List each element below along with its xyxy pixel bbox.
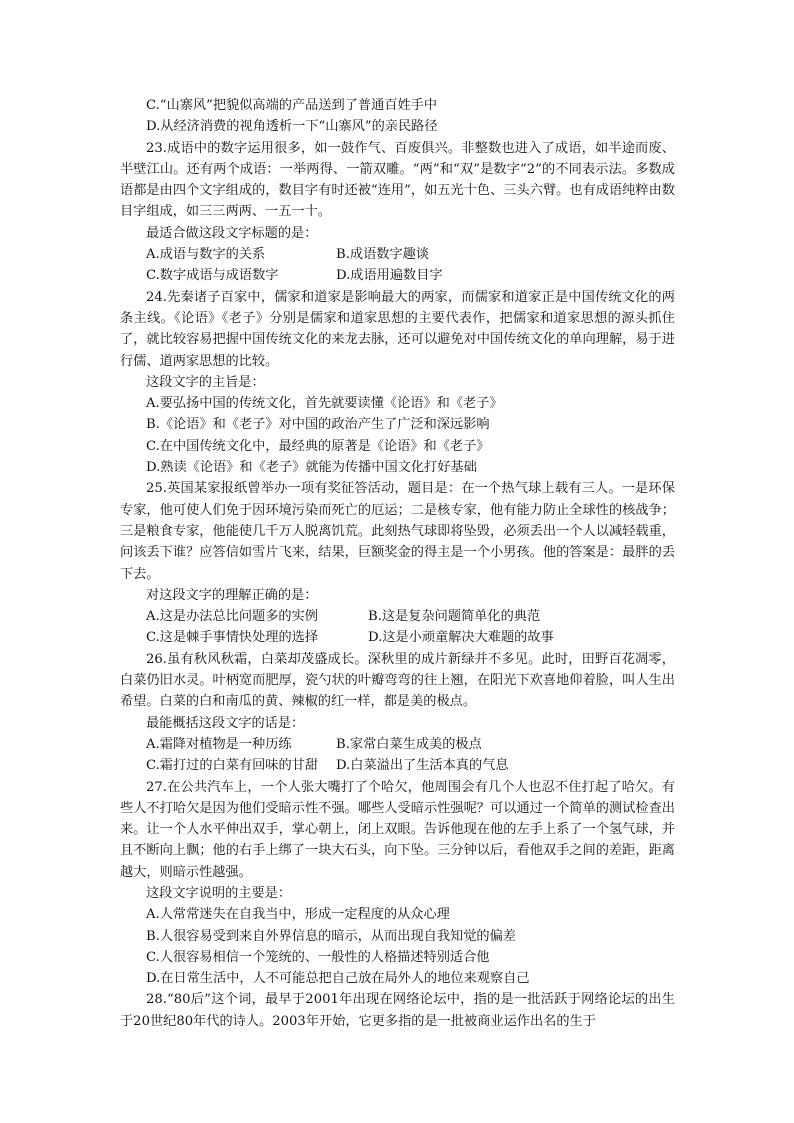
q25-question: 对这段文字的理解正确的是： [146,587,318,603]
q25-option-a: A.这是办法总比问题多的实例 [146,609,318,625]
q26-option-d: D.白菜溢出了生活本真的气息 [336,758,509,774]
q25-option-d: D.这是小顽童解决大难题的故事 [368,630,554,646]
q27-option-b: B.人很容易受到来自外界信息的暗示，从而出现自我知觉的偏差 [146,928,516,944]
q24-question: 这段文字的主旨是： [146,374,265,390]
q26-options-row-1 [120,734,675,755]
q23-option-c: C.数字成语与成语数字 [146,268,279,284]
q27-option-d: D.在日常生活中，人不可能总把自己放在局外人的地位来观察自己 [146,971,530,987]
q24-passage: 24.先秦诸子百家中，儒家和道家是影响最大的两家，而儒家和道家正是中国传统文化的两条主线。《论语》《老子》分别是儒家和道家思想的主要代表作，把儒家和道家思想的源头抓住了，就比较容易把握中国传统文化的来龙去脉，还可以避免对中国传统文化的单向理解，易于进行儒、道两家思想的比较。 [120,289,675,369]
q25-options-row-1 [120,606,675,627]
q27-option-a: A.人常常迷失在自我当中，形成一定程度的从众心理 [146,907,450,923]
q25-option-c: C.这是棘手事情快处理的选择 [146,630,319,646]
exam-content [120,95,675,1032]
q22-option-d: D.从经济消费的视角透析一下“山寨风”的亲民路径 [146,119,438,135]
q22-option-c: C.“山寨风”把貌似高端的产品送到了普通百姓手中 [146,98,438,113]
q24-option-b: B.《论语》和《老子》对中国的政治产生了广泛和深远影响 [146,417,490,433]
q26-options-row-2 [120,755,675,776]
q23-options-row-2 [120,265,675,286]
q25-passage: 25.英国某家报纸曾举办一项有奖征答活动，题目是：在一个热气球上载有三人。一是环保专家，他可使人们免于因环境污染而死亡的厄运；二是核专家，他有能力防止全球性的核战争；三是粮食专家，他能使几千万人脱离饥荒。此刻热气球即将坠毁，必须丢出一个人以减轻载重，问该丢下谁？应答信如雪片飞来，结果，巨额奖金的得主是一个小男孩。他的答案是：最胖的丢下去。 [120,481,675,582]
q26-option-a: A.霜降对植物是一种历练 [146,736,292,752]
q23-options-row-1 [120,244,675,265]
q24-option-c: C.在中国传统文化中，最经典的原著是《论语》和《老子》 [146,438,490,454]
q23-passage: 23.成语中的数字运用很多，如一鼓作气、百废俱兴。非整数也进入了成语，如半途而废、半壁江山。还有两个成语：一举两得、一箭双雕。“两”和“双”是数字“2”的不同表示法。多数成语都是由四个文字组成的，数目字有时还被“连用”，如五光十色、三头六臂。也有成语纯粹由数目字组成，如三三两两、一五一十。 [120,140,675,220]
q23-option-b: B.成语数字趣谈 [336,247,430,263]
q28-passage: 28.“80后”这个词，最早于2001年出现在网络论坛中，指的是一批活跃于网络论坛的出生于20世纪80年代的诗人。2003年开始，它更多指的是一批被商业运作出名的生于 [120,992,675,1029]
q25-options-row-2 [120,627,675,648]
q27-question: 这段文字说明的主要是： [146,885,292,901]
q23-option-d: D.成语用遍数目字 [336,268,443,284]
q24-option-d: D.熟读《论语》和《老子》就能为传播中国文化打好基础 [146,460,477,476]
q27-passage: 27.在公共汽车上，一个人张大嘴打了个哈欠，他周围会有几个人也忍不住打起了哈欠。有些人不打哈欠是因为他们受暗示性不强。哪些人受暗示性强呢？可以通过一个简单的测试检查出来。让一个人水平伸出双手，掌心朝上，闭上双眼。告诉他现在他的左手上系了一个氢气球，并且不断向上飘；他的右手上绑了一块大石头，向下坠。三分钟以后，看他双手之间的差距，距离越大，则暗示性越强。 [120,779,675,880]
q24-option-a: A.要弘扬中国的传统文化，首先就要读懂《论语》和《老子》 [146,396,503,412]
q27-option-c: C.人很容易相信一个笼统的、一般性的人格描述特别适合他 [146,949,490,965]
q23-question: 最适合做这段文字标题的是： [146,225,318,241]
q26-question: 最能概括这段文字的话是： [146,715,305,731]
q26-passage: 26.虽有秋风秋霜，白菜却茂盛成长。深秋里的成片新绿并不多见。此时，田野百花凋零，白菜仍旧水灵。叶柄宽而肥厚，瓷勺状的叶瓣弯弯的往上翘，在阳光下欢喜地仰着脸，叫人生出希望。白菜的白和南瓜的黄、辣椒的红一样，都是美的极点。 [120,651,675,710]
q26-option-c: C.霜打过的白菜有回味的甘甜 [146,758,319,774]
q25-option-b: B.这是复杂问题简单化的典范 [368,609,541,625]
q23-option-a: A.成语与数字的关系 [146,247,266,263]
q26-option-b: B.家常白菜生成美的极点 [336,736,482,752]
